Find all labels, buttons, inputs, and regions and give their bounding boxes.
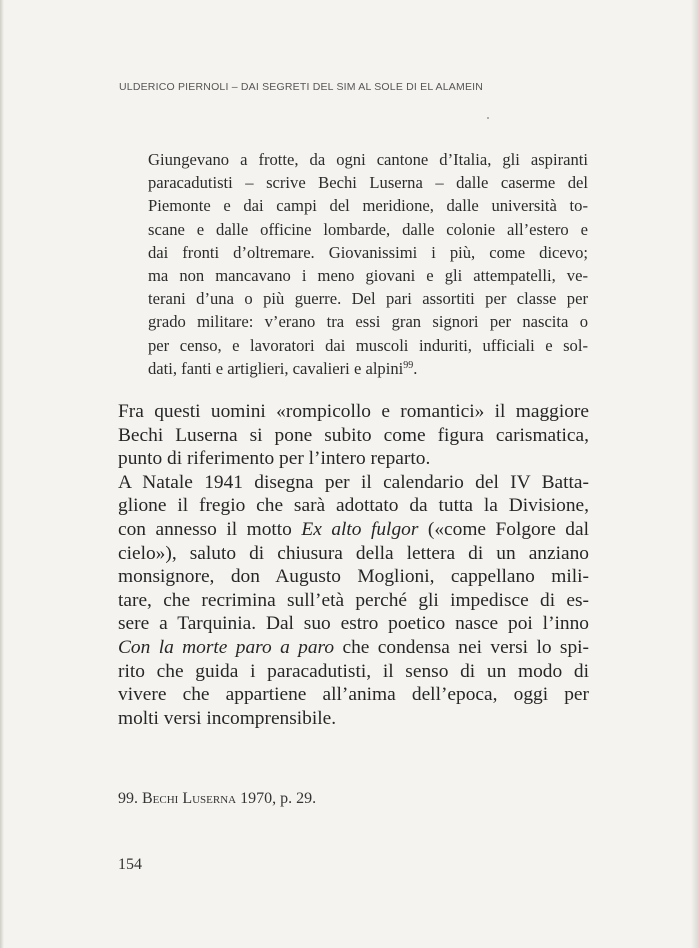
spine-shadow bbox=[0, 0, 4, 948]
page-edge bbox=[691, 0, 699, 948]
quote-line: dai fronti d’oltremare. Giovanissimi i più, come dicevo; bbox=[148, 242, 588, 262]
quote-line: paracadutisti – scrive Bechi Luserna – dalle caserme del bbox=[148, 173, 588, 193]
motto-lead: con annesso il motto bbox=[118, 518, 302, 540]
quote-last-text: dati, fanti e artiglieri, cavalieri e alpini bbox=[148, 358, 404, 378]
body-line-motto bbox=[118, 518, 589, 542]
page-number: 154 bbox=[118, 856, 142, 873]
quote-line: terani d’una o più guerre. Del pari assortiti per classe per bbox=[148, 289, 588, 309]
footnote-author: Bechi Luserna bbox=[142, 790, 237, 807]
body-line-hymn bbox=[118, 636, 589, 660]
body-line: monsignore, don Augusto Moglioni, cappellano mili- bbox=[118, 566, 589, 588]
body-line: glione il fregio che sarà adottato da tutta la Divisione, bbox=[118, 495, 589, 517]
hymn-tail: che condensa nei versi lo spi- bbox=[334, 636, 589, 658]
body-line: vivere che appartiene all’anima dell’epoca, oggi per bbox=[118, 684, 589, 706]
body-line: punto di riferimento per l’intero reparto. bbox=[118, 448, 431, 470]
footnote bbox=[118, 790, 316, 808]
quote-line: scane e dalle officine lombarde, dalle colonie all’estero e bbox=[148, 219, 588, 239]
footnote-citation: 1970, p. 29. bbox=[236, 790, 317, 807]
quote-last-line bbox=[148, 357, 588, 380]
block-quote bbox=[148, 148, 588, 380]
body-line: A Natale 1941 disegna per il calendario del IV Batta- bbox=[118, 471, 589, 493]
footnote-reference[interactable]: 99 bbox=[403, 359, 414, 371]
body-line: Bechi Luserna si pone subito come figura carismatica, bbox=[118, 424, 589, 446]
quote-line: Giungevano a frotte, da ogni cantone d’Italia, gli aspiranti bbox=[148, 150, 588, 169]
body-line: sere a Tarquinia. Dal suo estro poetico nasce poi l’inno bbox=[118, 613, 589, 635]
motto-tail: («come Folgore dal bbox=[418, 518, 589, 540]
body-line: Fra questi uomini «rompicollo e romantici» il maggiore bbox=[118, 401, 589, 422]
body-text bbox=[118, 400, 589, 730]
motto: Ex alto fulgor bbox=[301, 518, 419, 540]
scan-speck bbox=[487, 117, 489, 119]
hymn-title: Con la morte paro a paro bbox=[118, 636, 335, 658]
quote-line: grado militare: v’erano tra essi gran signori per nascita o bbox=[148, 312, 588, 332]
body-line: rito che guida i paracadutisti, il senso di un modo di bbox=[118, 660, 589, 682]
quote-line: Piemonte e dai campi del meridione, dalle università to- bbox=[148, 196, 588, 216]
quote-end-punct: . bbox=[413, 358, 418, 378]
body-line: molti versi incomprensibile. bbox=[118, 707, 337, 729]
body-line: cielo»), saluto di chiusura della lettera di un anziano bbox=[118, 542, 589, 564]
quote-line: per censo, e lavoratori dai muscoli induriti, ufficiali e sol- bbox=[148, 335, 588, 355]
footnote-number: 99. bbox=[118, 790, 138, 807]
running-head: ULDERICO PIERNOLI – DAI SEGRETI DEL SIM AL SOLE DI EL ALAMEIN bbox=[119, 81, 484, 93]
quote-line: ma non mancavano i meno giovani e gli attempatelli, ve- bbox=[148, 266, 588, 286]
body-line: tare, che recrimina sull’età perché gli impedisce di es- bbox=[118, 589, 589, 611]
